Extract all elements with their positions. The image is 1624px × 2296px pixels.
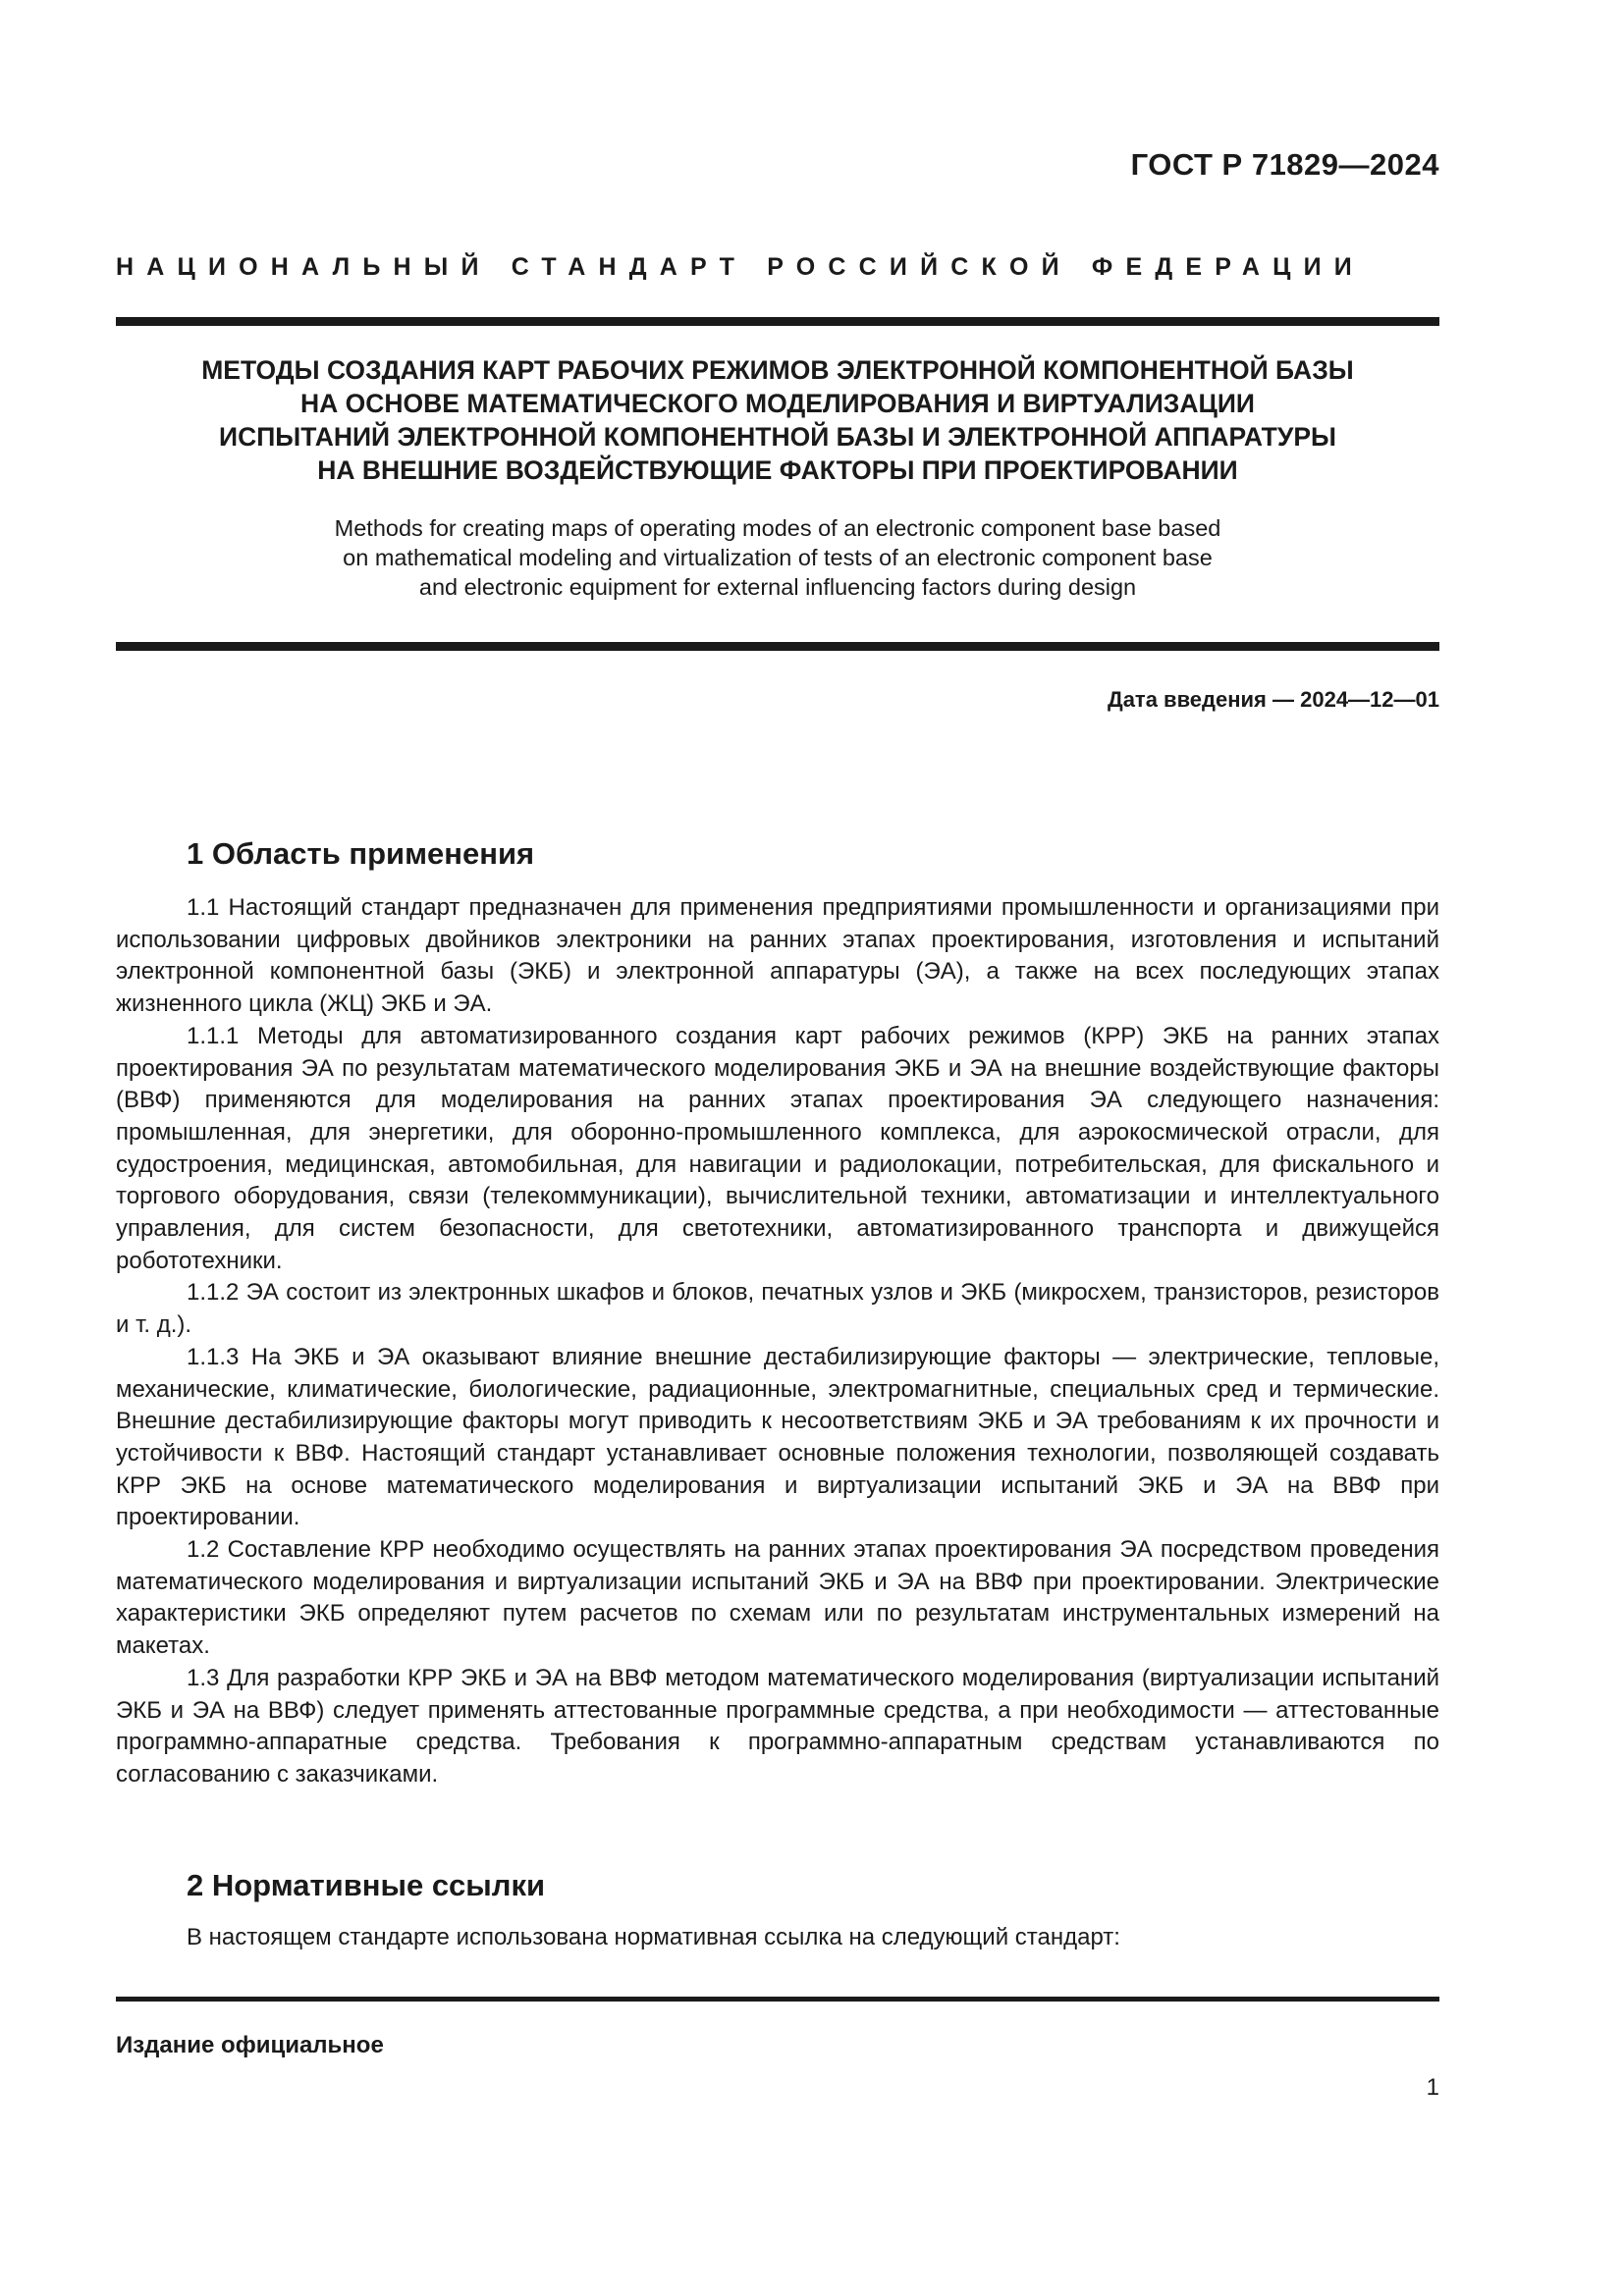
title-ru-line: ИСПЫТАНИЙ ЭЛЕКТРОННОЙ КОМПОНЕНТНОЙ БАЗЫ И ЭЛЕКТРОННОЙ АППАРАТУРЫ [219, 422, 1336, 452]
page-number: 1 [1426, 2074, 1439, 2101]
section-1-heading: 1 Область применения [187, 836, 535, 871]
title-russian [116, 353, 1439, 487]
title-english [116, 513, 1439, 602]
document-page [116, 0, 1439, 2296]
paragraph-1-1-3: 1.1.3 На ЭКБ и ЭА оказывают влияние внешние дестабилизирующие факторы — электрические, тепловые, механические, климатические, биологические, радиационные, электромагнитные, специальных сред и термические. Внешние дестабилизирующие факторы могут приводить к несоответствиям ЭКБ и ЭА требованиям к их прочности и устойчивости к ВВФ. Настоящий стандарт устанавливает основные положения технологии, позволяющей создавать КРР ЭКБ на основе математического моделирования и виртуализации испытаний ЭКБ и ЭА на ВВФ при проектировании. [116, 1343, 1439, 1531]
references-intro: В настоящем стандарте использована нормативная ссылка на следующий стандарт: [187, 1924, 1120, 1950]
paragraph-1-1-2: 1.1.2 ЭА состоит из электронных шкафов и блоков, печатных узлов и ЭКБ (микросхем, транзисторов, резисторов и т. д.). [116, 1279, 1439, 1339]
title-en-line: Methods for creating maps of operating modes of an electronic component base based [334, 515, 1221, 541]
introduction-date: Дата введения — 2024—12—01 [1108, 687, 1439, 712]
standard-designation: ГОСТ Р 71829—2024 [1130, 147, 1439, 182]
title-ru-line: НА ОСНОВЕ МАТЕМАТИЧЕСКОГО МОДЕЛИРОВАНИЯ И ВИРТУАЛИЗАЦИИ [300, 389, 1255, 418]
title-ru-line: МЕТОДЫ СОЗДАНИЯ КАРТ РАБОЧИХ РЕЖИМОВ ЭЛЕКТРОННОЙ КОМПОНЕНТНОЙ БАЗЫ [201, 355, 1354, 385]
official-edition-label: Издание официальное [116, 2032, 384, 2058]
title-ru-line: НА ВНЕШНИЕ ВОЗДЕЙСТВУЮЩИЕ ФАКТОРЫ ПРИ ПРОЕКТИРОВАНИИ [317, 455, 1238, 485]
middle-rule [116, 642, 1439, 651]
national-standard-banner: НАЦИОНАЛЬНЫЙ СТАНДАРТ РОССИЙСКОЙ ФЕДЕРАЦИИ [116, 253, 1365, 281]
title-en-line: on mathematical modeling and virtualization of tests of an electronic component base [343, 545, 1213, 570]
title-en-line: and electronic equipment for external influencing factors during design [418, 574, 1137, 600]
section-1-body [116, 892, 1439, 1791]
top-rule [116, 317, 1439, 326]
paragraph-1-1: 1.1 Настоящий стандарт предназначен для применения предприятиями промышленности и организациями при использовании цифровых двойников электроники на ранних этапах проектирования, изготовления и испытаний электронной компонентной базы (ЭКБ) и электронной аппаратуры (ЭА), а также на всех последующих этапах жизненного цикла (ЖЦ) ЭКБ и ЭА. [116, 894, 1439, 1018]
paragraph-1-1-1: 1.1.1 Методы для автоматизированного создания карт рабочих режимов (КРР) ЭКБ на ранних этапах проектирования ЭА по результатам математического моделирования ЭКБ и ЭА на внешние воздействующие факторы (ВВФ) применяются для моделирования на ранних этапах проектирования ЭА следующего назначения: промышленная, для энергетики, для оборонно-промышленного комплекса, для аэрокосмической отрасли, для судостроения, медицинская, автомобильная, для навигации и радиолокации, потребительская, для фискального и торгового оборудования, связи (телекоммуникации), вычислительной техники, автоматизации и интеллектуального управления, для систем безопасности, для светотехники, автоматизированного транспорта и движущейся робототехники. [116, 1022, 1439, 1274]
bottom-rule [116, 1997, 1439, 2002]
paragraph-1-3: 1.3 Для разработки КРР ЭКБ и ЭА на ВВФ методом математического моделирования (виртуализации испытаний ЭКБ и ЭА на ВВФ) следует применять аттестованные программные средства, а при необходимости — аттестованные программно-аппаратные средства. Требования к программно-аппаратным средствам устанавливаются по согласованию с заказчиками. [116, 1664, 1439, 1788]
paragraph-1-2: 1.2 Составление КРР необходимо осуществлять на ранних этапах проектирования ЭА посредством проведения математического моделирования и виртуализации испытаний ЭКБ и ЭА на ВВФ при проектировании. Электрические характеристики ЭКБ определяют путем расчетов по схемам или по результатам инструментальных измерений на макетах. [116, 1536, 1439, 1660]
section-2-heading: 2 Нормативные ссылки [187, 1868, 546, 1902]
